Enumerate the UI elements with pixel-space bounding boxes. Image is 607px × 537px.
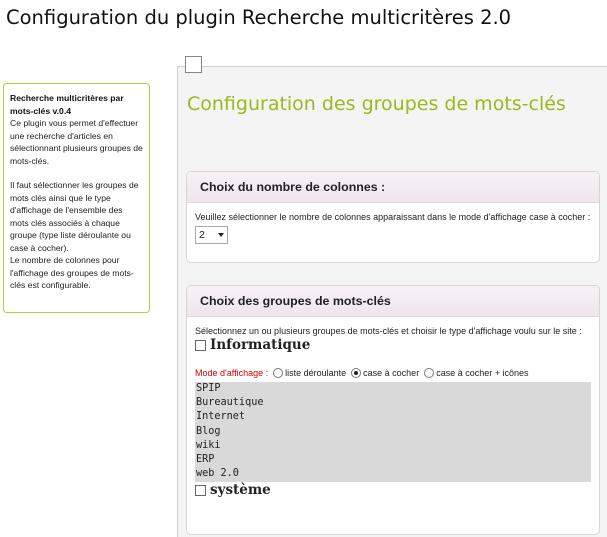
list-item[interactable]: SPIP	[196, 383, 221, 394]
list-item[interactable]: ERP	[196, 454, 215, 466]
list-item[interactable]: web 2.0	[196, 468, 239, 480]
toggle-checkbox[interactable]	[185, 56, 202, 73]
radio-case-a-cocher-label: case à cocher	[363, 368, 420, 378]
columns-card-header: Choix du nombre de colonnes :	[187, 172, 599, 203]
display-mode-row	[195, 367, 591, 379]
list-item[interactable]: Bureautique	[196, 397, 264, 409]
columns-select-value: 2	[199, 229, 205, 241]
group-informatique-checkbox[interactable]	[195, 340, 206, 351]
group-systeme-label: système	[210, 482, 271, 498]
groups-card	[186, 285, 600, 535]
group-systeme[interactable]	[195, 484, 591, 496]
groups-card-header: Choix des groupes de mots-clés	[187, 286, 599, 317]
group-systeme-checkbox[interactable]	[195, 485, 206, 496]
plugin-info-details: Il faut sélectionner les groupes de mots clés ainsi que le type d'affichage de l'ensemble des mots clés associés à chaque groupe (type liste déroulante ou case à cocher).	[10, 180, 139, 253]
columns-select[interactable]	[195, 226, 228, 244]
list-item[interactable]: Blog	[196, 425, 221, 437]
display-mode-label: Mode d'affichage :	[195, 368, 269, 378]
columns-card	[186, 171, 600, 263]
plugin-info-box	[3, 83, 150, 313]
radio-liste-deroulante[interactable]	[273, 368, 283, 378]
section-heading: Configuration des groupes de mots-clés	[187, 93, 566, 115]
plugin-info-title: Recherche multicritères par mots-clés v.0.4	[10, 93, 124, 116]
chevron-down-icon	[218, 233, 224, 237]
plugin-info-intro: Ce plugin vous permet d'effectuer une recherche d'articles en sélectionnant plusieurs groupes de mots-clés.	[10, 118, 143, 166]
keywords-listbox[interactable]	[195, 382, 591, 482]
groups-description: Sélectionnez un ou plusieurs groupes de mots-clés et choisir le type d'affichage voulu sur le site :	[195, 326, 582, 336]
group-informatique[interactable]	[195, 339, 591, 351]
list-item[interactable]: Internet	[196, 411, 246, 423]
radio-case-a-cocher-icones[interactable]	[424, 368, 434, 378]
radio-case-a-cocher-icones-label: case à cocher + icônes	[436, 368, 529, 378]
columns-description: Veuillez sélectionner le nombre de colonnes apparaissant dans le mode d'affichage case à cocher :	[195, 212, 591, 222]
page-title: Configuration du plugin Recherche multicritères 2.0	[6, 6, 512, 29]
list-item[interactable]: wiki	[196, 439, 221, 451]
radio-case-a-cocher[interactable]	[351, 368, 361, 378]
radio-liste-deroulante-label: liste déroulante	[285, 368, 347, 378]
group-informatique-label: Informatique	[210, 337, 311, 353]
plugin-info-columns-note: Le nombre de colonnes pour l'affichage des groupes de mots-clés est configurable.	[10, 255, 134, 290]
